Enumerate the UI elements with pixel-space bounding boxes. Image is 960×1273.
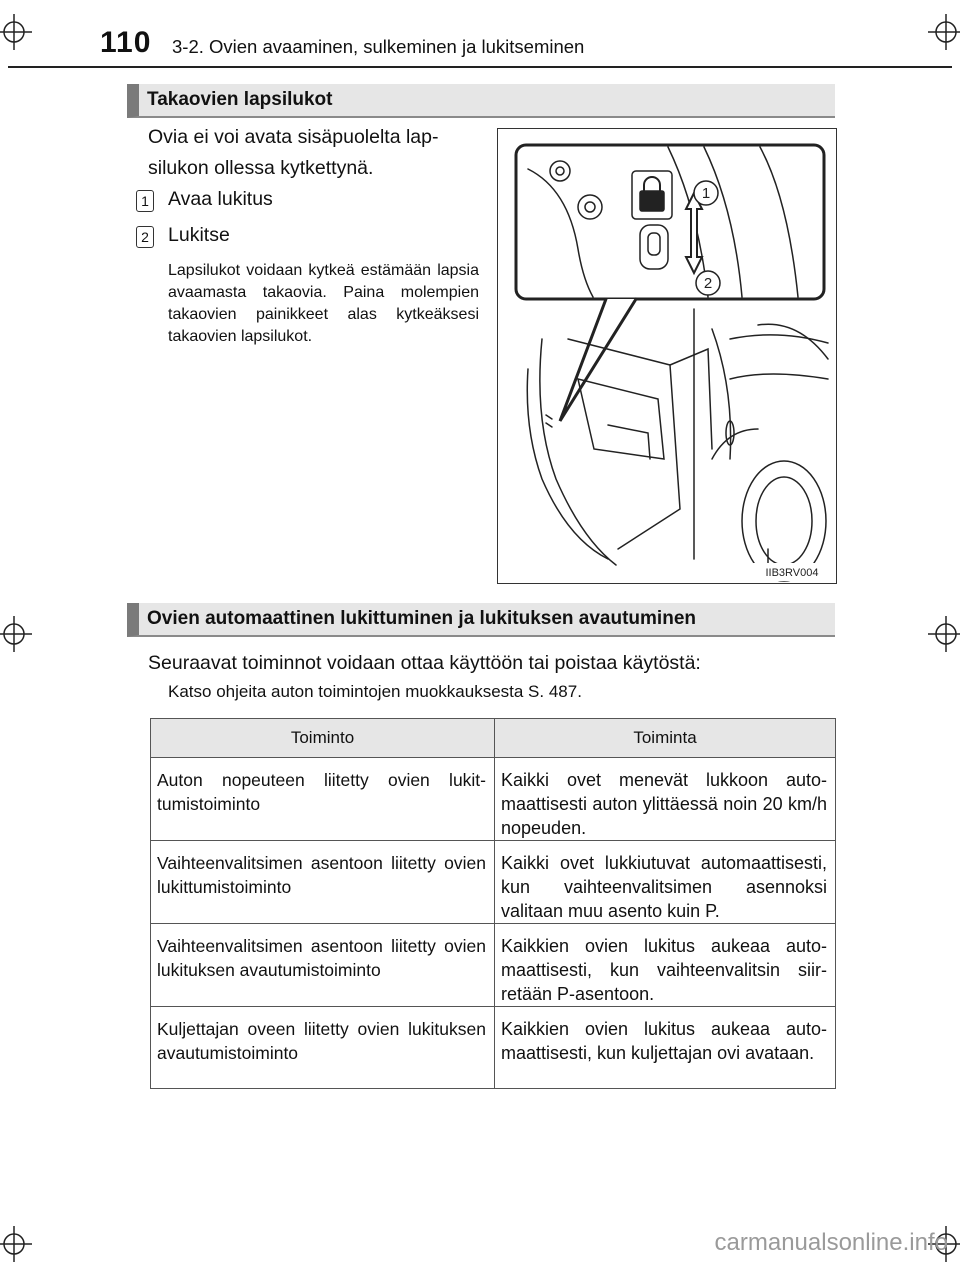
table-cell: Kaikki ovet lukkiutuvat automaattisesti, kun vaihteenvalitsimen asennoksi valitaan muu asento kuin P.	[495, 841, 836, 924]
intro-paragraph	[148, 122, 488, 184]
table-cell: Vaihteenvalitsimen asentoon liitetty ovien lukittumistoiminto	[151, 841, 495, 924]
table-header: Toiminta	[495, 719, 836, 758]
section-title: Takaovien lapsilukot	[147, 89, 333, 110]
section-intro: Seuraavat toiminnot voidaan ottaa käyttöön tai poistaa käytöstä:	[148, 652, 701, 674]
table-cell: Kaikki ovet menevät lukkoon automaattisesti auton ylittäessä noin 20 km/h nopeuden.	[495, 758, 836, 841]
section-title-bar	[127, 84, 835, 118]
table-header-row	[151, 719, 836, 758]
function-table	[150, 718, 836, 1089]
registration-mark-icon	[0, 14, 32, 50]
figure-callout-label: 2	[703, 275, 713, 292]
running-head: 3-2. Ovien avaaminen, sulkeminen ja lukitseminen	[172, 36, 585, 57]
table-cell: Kuljettajan oveen liitetty ovien lukituksen avautumistoiminto	[151, 1007, 495, 1089]
note-text: Lapsilukot voidaan kytkeä estämään lapsia avaamasta takaovia. Paina molempien takaovien painikkeet alas kytkeäksesi takaovien lapsilukot.	[168, 262, 479, 345]
registration-mark-icon	[928, 14, 960, 50]
figure-callout-label: 1	[701, 185, 711, 202]
intro-line: Ovia ei voi avata sisäpuolelta lap-	[148, 126, 439, 148]
table-cell: Auton nopeuteen liitetty ovien lukittumistoiminto	[151, 758, 495, 841]
page-number: 110	[100, 26, 152, 59]
registration-mark-icon	[0, 616, 32, 652]
table-cell: Kaikkien ovien lukitus aukeaa automaattisesti, kun vaihteenvalitsin siirretään P-asentoon.	[495, 924, 836, 1007]
section-title: Ovien automaattinen lukittuminen ja lukituksen avautuminen	[147, 608, 696, 629]
table-row	[151, 1007, 836, 1089]
car-door-drawing	[498, 129, 835, 582]
header-rule	[8, 66, 952, 68]
watermark[interactable]: carmanualsonline.info	[714, 1229, 948, 1256]
table-row	[151, 841, 836, 924]
table-cell: Kaikkien ovien lukitus aukeaa automaattisesti, kun kuljettajan ovi avataan.	[495, 1007, 836, 1089]
section-title-bar	[127, 603, 835, 637]
table-cell: Vaihteenvalitsimen asentoon liitetty ovien lukituksen avautumistoiminto	[151, 924, 495, 1007]
child-lock-illustration	[497, 128, 837, 584]
reference-note: Katso ohjeita auton toimintojen muokkauksesta S. 487.	[168, 682, 582, 701]
item-label: Avaa lukitus	[168, 188, 273, 210]
item-number-badge: 1	[136, 190, 154, 212]
intro-line: silukon ollessa kytkettynä.	[148, 157, 374, 179]
table-row	[151, 924, 836, 1007]
registration-mark-icon	[0, 1226, 32, 1262]
registration-mark-icon	[928, 616, 960, 652]
table-header: Toiminto	[151, 719, 495, 758]
figure-code: IIB3RV004	[765, 567, 819, 579]
item-label: Lukitse	[168, 224, 230, 246]
item-number-badge: 2	[136, 226, 154, 248]
numbered-list	[136, 186, 476, 256]
table-row	[151, 758, 836, 841]
